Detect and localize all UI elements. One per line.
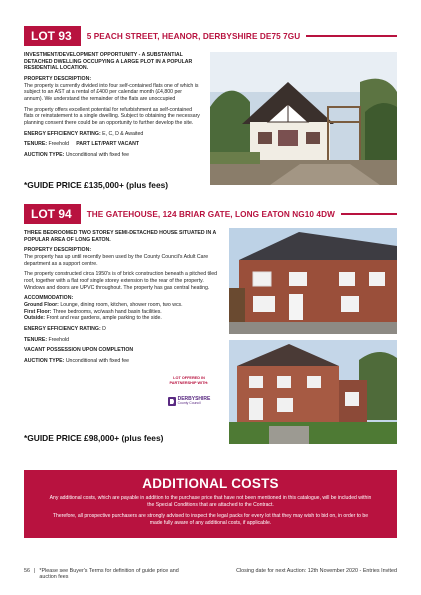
epc-label: ENERGY EFFICIENCY RATING: bbox=[24, 325, 101, 332]
partner-sub: County Council bbox=[177, 401, 201, 406]
tenure-value: Freehold bbox=[48, 336, 69, 343]
epc-rating bbox=[24, 131, 200, 138]
lot-94-photo-rear bbox=[229, 340, 397, 444]
vacancy: PART LET/PART VACANT bbox=[76, 141, 140, 148]
epc-value: D bbox=[102, 325, 106, 332]
partner-name: DERBYSHIRE bbox=[177, 396, 211, 403]
ground-floor-value: Lounge, dining room, kitchen, shower room, two wcs. bbox=[60, 301, 183, 308]
lot-address: THE GATEHOUSE, 124 BRIAR GATE, LONG EATON NG10 4DW bbox=[81, 210, 341, 219]
tenure-label: TENURE: bbox=[24, 336, 48, 343]
description-paragraph: The property offers excellent potential for refurbishment as self-contained flats or reinstatement to a single dwelling. Subject to obtaining the necessary planning consent there could be an opportunity to further develop the site. bbox=[24, 106, 200, 126]
house-photo-image bbox=[210, 52, 397, 185]
first-floor-value: Three bedrooms, wc/wash hand basin facilities. bbox=[52, 308, 162, 315]
council-crest-icon bbox=[168, 397, 176, 406]
guide-price-note: *Please see Buyer's Terms for definition of guide price and auction fees bbox=[39, 568, 179, 580]
lot-94-photo-front bbox=[229, 228, 397, 334]
epc-value: E, C, D & Awaited bbox=[102, 130, 144, 137]
guide-price: *GUIDE PRICE £135,000+ (plus fees) bbox=[24, 180, 169, 190]
lot-93-details bbox=[24, 52, 200, 163]
additional-costs-paragraph: Therefore, all prospective purchasers are strongly advised to inspect the legal packs for every lot that they may wish to bid on, in order to be made fully aware of any additional costs, if applicable. bbox=[52, 512, 369, 526]
description-heading: PROPERTY DESCRIPTION: bbox=[24, 75, 92, 82]
additional-costs-title: ADDITIONAL COSTS bbox=[142, 476, 279, 491]
page-number: 56 bbox=[24, 568, 30, 574]
lot-94-details bbox=[24, 230, 220, 369]
lot-94-header bbox=[24, 204, 397, 224]
tenure bbox=[24, 337, 220, 344]
lot-badge: LOT 94 bbox=[24, 204, 81, 224]
description-paragraph: The property constructed circa 1950's is of brick construction beneath a pitched tiled roof, together with a flat roof single storey extension to the rear of the property. Windows and doors are UPVC throughout. The property has gas central heating. bbox=[24, 271, 218, 291]
ground-floor-label: Ground Floor: bbox=[24, 301, 59, 308]
auction-type-label: AUCTION TYPE: bbox=[24, 357, 65, 364]
lot-badge: LOT 93 bbox=[24, 26, 81, 46]
additional-costs-banner bbox=[24, 470, 397, 538]
house-front-image bbox=[229, 228, 397, 334]
auction-type bbox=[24, 152, 200, 159]
accommodation-heading: ACCOMMODATION: bbox=[24, 295, 74, 302]
page-footer bbox=[24, 568, 397, 580]
tenure bbox=[24, 141, 200, 148]
lot-address: 5 PEACH STREET, HEANOR, DERBYSHIRE DE75 7GU bbox=[81, 32, 307, 41]
vacancy: VACANT POSSESSION UPON COMPLETION bbox=[24, 347, 134, 354]
description-heading: PROPERTY DESCRIPTION: bbox=[24, 247, 92, 254]
auction-type bbox=[24, 358, 220, 365]
footer-separator: | bbox=[34, 568, 36, 574]
partner-block bbox=[160, 376, 218, 406]
epc-rating bbox=[24, 326, 220, 333]
lot-headline: THREE BEDROOMED TWO STOREY SEMI-DETACHED HOUSE SITUATED IN A POPULAR AREA OF LONG EATON. bbox=[24, 230, 217, 243]
guide-price: *GUIDE PRICE £98,000+ (plus fees) bbox=[24, 433, 164, 443]
lot-headline: INVESTMENT/DEVELOPMENT OPPORTUNITY - A SUBSTANTIAL DETACHED DWELLING OCCUPYING A LARGE PLOT IN A POPULAR RESIDENTIAL LOCATION. bbox=[24, 52, 193, 72]
additional-costs-paragraph: Any additional costs, which are payable in addition to the purchase price that have not been mentioned in this catalogue, will be included within the Special Conditions that are attached to the Contract. bbox=[49, 495, 372, 508]
derbyshire-logo bbox=[160, 397, 218, 406]
auction-type-label: AUCTION TYPE: bbox=[24, 151, 65, 158]
partner-label: LOT OFFERED IN PARTNERSHIP WITH: bbox=[169, 376, 209, 385]
tenure-value: Freehold bbox=[48, 141, 69, 148]
tenure-label: TENURE: bbox=[24, 141, 48, 148]
epc-label: ENERGY EFFICIENCY RATING: bbox=[24, 130, 101, 137]
description-paragraph: The property has up until recently been used by the County Council's Adult Care department as a support centre. bbox=[24, 253, 209, 267]
lot-93-photo bbox=[210, 52, 397, 185]
auction-type-value: Unconditional with fixed fee bbox=[65, 151, 129, 158]
house-rear-image bbox=[229, 340, 397, 444]
lot-93-header bbox=[24, 26, 397, 46]
outside-label: Outside: bbox=[24, 315, 46, 322]
description-paragraph: The property is currently divided into four self-contained flats one of which is subject to an AST at a rental of £400 per calendar month (£4,800 per annum). We understand the remainder of the flats are unoccupied bbox=[24, 82, 199, 102]
accommodation-list bbox=[24, 302, 220, 322]
outside-value: Front and rear gardens, ample parking to the side. bbox=[46, 315, 162, 322]
first-floor-label: First Floor: bbox=[24, 308, 52, 315]
closing-date: Closing date for next Auction: 12th November 2020 - Entries Invited bbox=[236, 568, 397, 574]
auction-type-value: Unconditional with fixed fee bbox=[65, 357, 129, 364]
